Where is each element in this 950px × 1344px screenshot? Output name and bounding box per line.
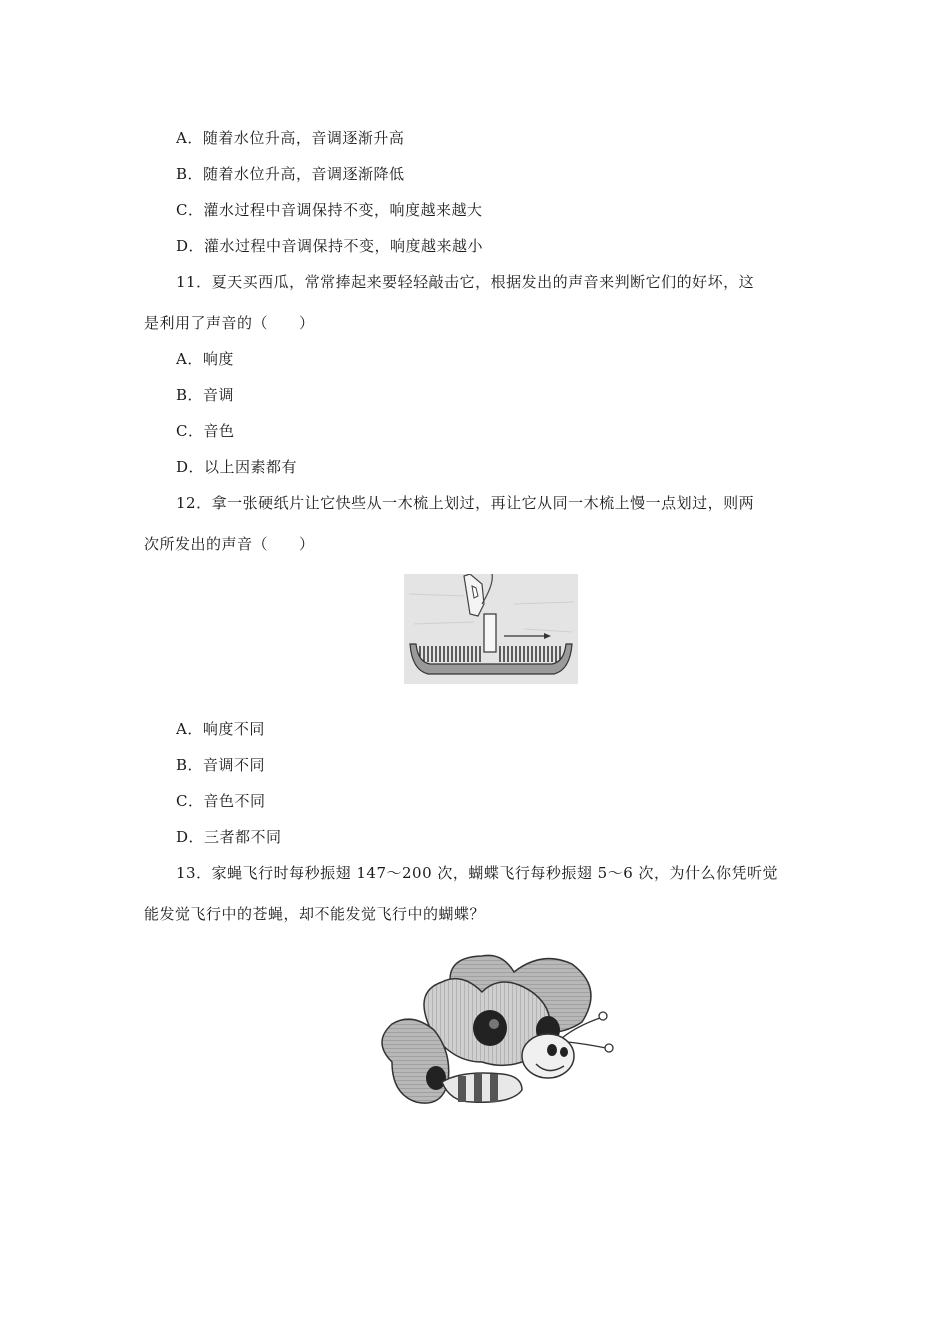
q10-option-d: D．灌水过程中音调保持不变，响度越来越小 <box>176 237 484 255</box>
q12-option-c: C．音色不同 <box>176 792 266 810</box>
comb-card-illustration <box>404 574 578 684</box>
q13-stem-line1: 13．家蝇飞行时每秒振翅 147～200 次，蝴蝶飞行每秒振翅 5～6 次，为什么你凭听觉 <box>176 864 779 882</box>
q12-option-b: B．音调不同 <box>176 756 266 774</box>
q11-stem-line1: 11．夏天买西瓜，常常捧起来要轻轻敲击它，根据发出的声音来判断它们的好坏，这 <box>176 273 755 291</box>
q12-stem-line1: 12．拿一张硬纸片让它快些从一木梳上划过，再让它从同一木梳上慢一点划过，则两 <box>176 494 755 512</box>
q11-option-d: D．以上因素都有 <box>176 458 298 476</box>
q11-option-a: A．响度 <box>176 350 234 368</box>
q11-option-c: C．音色 <box>176 422 235 440</box>
q11-option-b: B．音调 <box>176 386 235 404</box>
q11-stem-line2: 是利用了声音的（ ） <box>144 314 315 332</box>
q12-option-a: A．响度不同 <box>176 720 265 738</box>
q10-option-c: C．灌水过程中音调保持不变，响度越来越大 <box>176 201 483 219</box>
q10-option-b: B．随着水位升高，音调逐渐降低 <box>176 165 405 183</box>
q13-stem-line2: 能发觉飞行中的苍蝇，却不能发觉飞行中的蝴蝶？ <box>144 905 486 923</box>
q12-option-d: D．三者都不同 <box>176 828 282 846</box>
q12-stem-line2: 次所发出的声音（ ） <box>144 535 315 553</box>
q10-option-a: A．随着水位升高，音调逐渐升高 <box>176 129 405 147</box>
butterfly-illustration <box>372 952 618 1112</box>
